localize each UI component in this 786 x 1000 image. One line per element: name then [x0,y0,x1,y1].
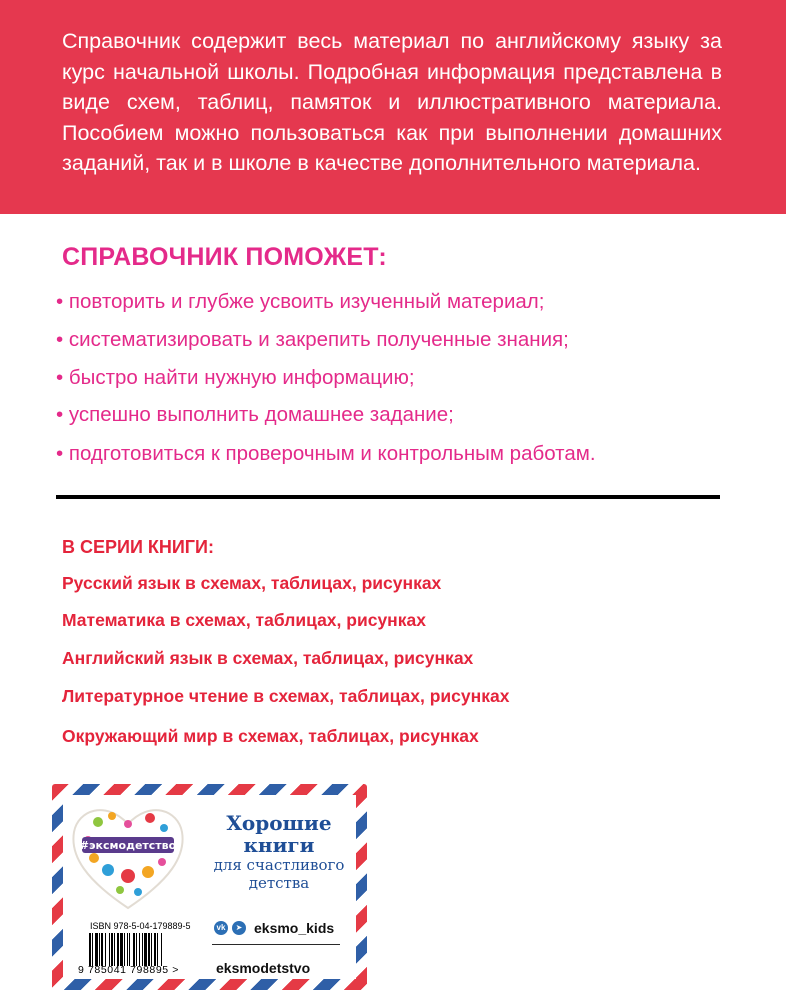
handle-detstvo[interactable]: eksmodetstvo [216,960,311,976]
series-book: Окружающий мир в схемах, таблицах, рисунках [62,726,479,746]
vk-icon[interactable]: vk [214,921,228,935]
isbn-text: ISBN 978-5-04-179889-5 [90,921,191,931]
helps-item: • успешно выполнить домашнее задание; [56,403,454,426]
slogan-line: для счастливого [213,856,345,874]
series-title: В СЕРИИ КНИГИ: [62,537,214,557]
series-book: Математика в схемах, таблицах, рисунках [62,610,426,630]
helps-item: • повторить и глубже усвоить изученный материал; [56,290,545,313]
barcode-icon [88,933,200,966]
slogan-line: книги [243,833,315,857]
helps-title: СПРАВОЧНИК ПОМОЖЕТ: [62,243,387,271]
helps-item: • быстро найти нужную информацию; [56,366,415,389]
slogan [204,812,354,892]
card-separator [212,944,340,945]
telegram-icon[interactable]: ➤ [232,921,246,935]
series-book: Литературное чтение в схемах, таблицах, рисунках [62,686,510,706]
heart-logo-icon [68,796,188,916]
barcode-digits: 9 785041 798895 > [78,964,179,976]
slogan-line: детства [248,874,310,892]
social-row [214,920,334,936]
hashtag-label: #эксмодетство [79,839,177,852]
series-book: Английский язык в схемах, таблицах, рисунках [62,648,474,668]
intro-text: Справочник содержит весь материал по английскому языку за курс начальной школы. Подробная информация представлена в виде схем, таблиц, памяток и иллюстративного материала. Пособием можно пользоваться как при выполнении домашних заданий, так и в школе в качестве дополнительного материала. [62,29,722,175]
handle-kids[interactable]: eksmo_kids [254,920,335,936]
helps-item: • подготовиться к проверочным и контрольным работам. [56,442,596,465]
helps-item: • систематизировать и закрепить полученные знания; [56,328,569,351]
slogan-line: Хорошие [226,811,332,835]
divider [56,495,720,499]
series-book: Русский язык в схемах, таблицах, рисунках [62,573,442,593]
